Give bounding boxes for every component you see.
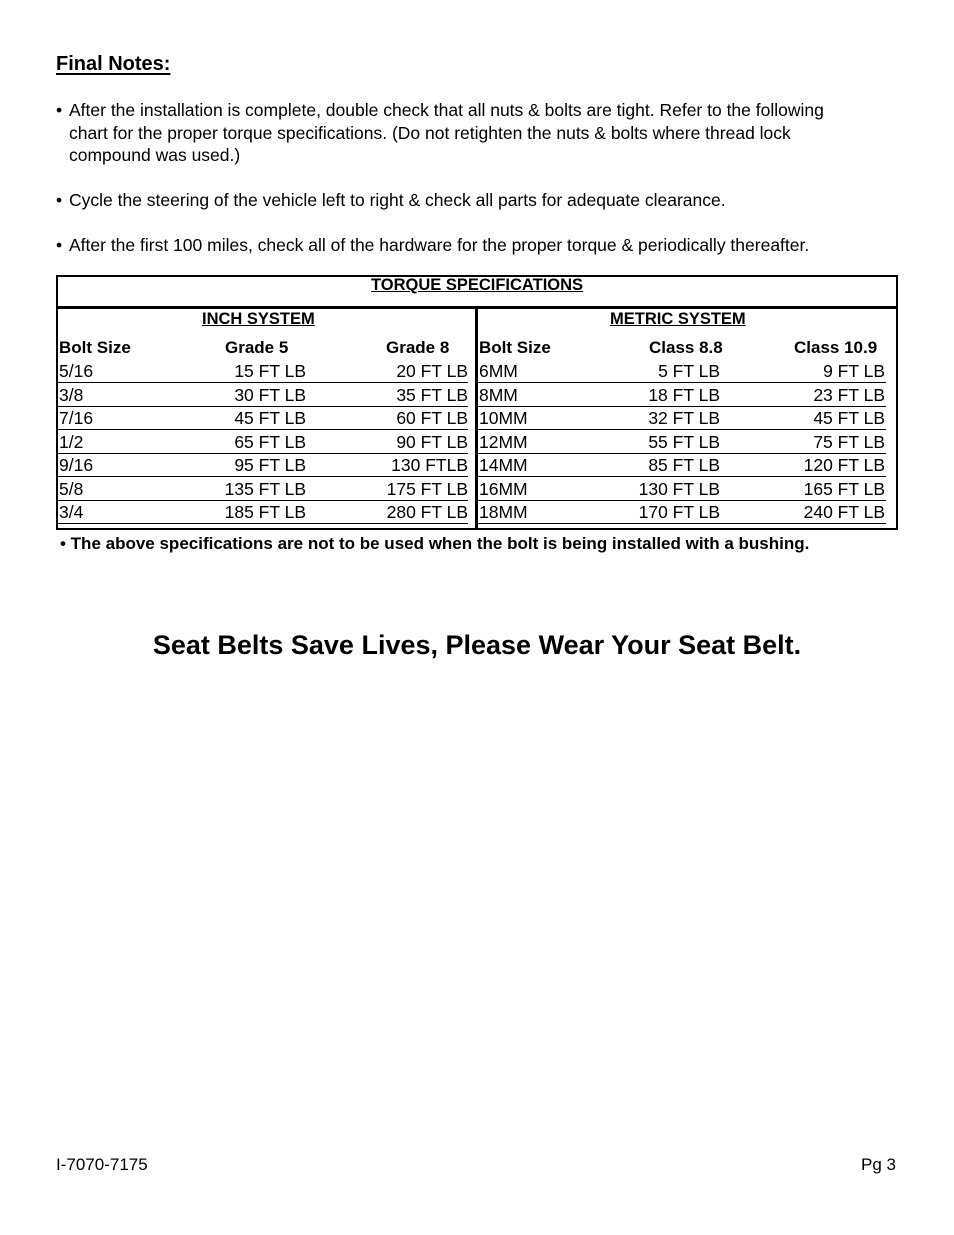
metric-value-a-cell: 55 FT LB bbox=[648, 431, 720, 452]
inch-row-underline bbox=[58, 500, 468, 501]
inch-value-a-cell: 30 FT LB bbox=[234, 384, 306, 405]
inch-bolt-size-cell: 3/4 bbox=[59, 502, 84, 522]
metric-bolt-size-cell: 8MM bbox=[479, 384, 518, 405]
metric-value-a-cell: 85 FT LB bbox=[648, 455, 720, 475]
metric-bolt-size-cell: 16MM bbox=[479, 478, 528, 499]
inch-system-label: INCH SYSTEM bbox=[202, 310, 315, 328]
inch-value-a-cell: 15 FT LB bbox=[234, 361, 306, 381]
inch-row-underline bbox=[58, 429, 468, 430]
bullet-line: chart for the proper torque specifications. (Do not retighten the nuts & bolts where thread lock bbox=[69, 122, 791, 143]
page-number: Pg 3 bbox=[861, 1155, 896, 1174]
metric-header-class-10-9: Class 10.9 bbox=[794, 338, 878, 357]
metric-bolt-size-cell: 18MM bbox=[479, 502, 528, 522]
bullet-line: After the installation is complete, double check that all nuts & bolts are tight. Refer to the following bbox=[69, 100, 824, 120]
metric-value-b-cell: 9 FT LB bbox=[823, 361, 885, 381]
inch-row-underline bbox=[58, 453, 468, 454]
inch-bolt-size-cell: 5/16 bbox=[59, 361, 94, 381]
inch-row-underline bbox=[58, 476, 468, 477]
inch-bolt-size-cell: 9/16 bbox=[59, 455, 94, 475]
metric-value-a-cell: 130 FT LB bbox=[638, 478, 720, 499]
inch-value-b-cell: 20 FT LB bbox=[396, 361, 468, 381]
bullet-mark: • bbox=[56, 235, 63, 255]
metric-value-a-cell: 18 FT LB bbox=[648, 384, 720, 405]
seat-belt-slogan: Seat Belts Save Lives, Please Wear Your Seat Belt. bbox=[152, 630, 802, 660]
system-divider bbox=[475, 309, 478, 530]
inch-row-underline bbox=[58, 523, 468, 524]
inch-value-b-cell: 90 FT LB bbox=[396, 431, 468, 452]
table-border-left bbox=[56, 275, 58, 530]
table-border-right bbox=[896, 275, 898, 530]
metric-row-underline bbox=[478, 429, 886, 430]
bullet-line: Cycle the steering of the vehicle left to right & check all parts for adequate clearance. bbox=[69, 190, 726, 210]
inch-row-underline bbox=[58, 382, 468, 383]
inch-value-b-cell: 35 FT LB bbox=[396, 384, 468, 405]
table-title: TORQUE SPECIFICATIONS bbox=[370, 276, 584, 294]
inch-value-a-cell: 95 FT LB bbox=[234, 455, 306, 475]
inch-value-b-cell: 280 FT LB bbox=[386, 502, 468, 522]
bullet-mark: • bbox=[56, 190, 63, 210]
metric-value-b-cell: 165 FT LB bbox=[803, 478, 885, 499]
metric-row-underline bbox=[478, 476, 886, 477]
inch-value-b-cell: 130 FTLB bbox=[391, 455, 468, 475]
metric-value-b-cell: 23 FT LB bbox=[813, 384, 885, 405]
metric-bolt-size-cell: 12MM bbox=[479, 431, 528, 452]
inch-value-a-cell: 65 FT LB bbox=[234, 431, 306, 452]
inch-value-a-cell: 45 FT LB bbox=[234, 408, 306, 428]
inch-bolt-size-cell: 5/8 bbox=[59, 478, 84, 499]
bullet-line: After the first 100 miles, check all of the hardware for the proper torque & periodically thereafter. bbox=[69, 235, 810, 255]
metric-value-a-cell: 170 FT LB bbox=[638, 502, 720, 522]
metric-row-underline bbox=[478, 500, 886, 501]
bushing-note: • The above specifications are not to be used when the bolt is being installed with a bushing. bbox=[60, 534, 810, 553]
metric-value-b-cell: 45 FT LB bbox=[813, 408, 885, 428]
metric-header-bolt-size: Bolt Size bbox=[479, 338, 551, 357]
metric-header-class-8-8: Class 8.8 bbox=[649, 338, 723, 357]
inch-value-a-cell: 185 FT LB bbox=[224, 502, 306, 522]
inch-bolt-size-cell: 3/8 bbox=[59, 384, 84, 405]
bullet-steering bbox=[56, 189, 906, 212]
inch-header-grade-8: Grade 8 bbox=[386, 338, 450, 357]
torque-table bbox=[56, 275, 898, 530]
metric-row-underline bbox=[478, 382, 886, 383]
inch-row-underline bbox=[58, 406, 468, 407]
inch-header-grade-5: Grade 5 bbox=[225, 338, 289, 357]
bullet-first-100-miles bbox=[56, 234, 906, 257]
inch-bolt-size-cell: 7/16 bbox=[59, 408, 94, 428]
inch-value-a-cell: 135 FT LB bbox=[224, 478, 306, 499]
metric-system-label: METRIC SYSTEM bbox=[610, 310, 746, 328]
section-heading: Final Notes: bbox=[56, 53, 171, 75]
metric-value-a-cell: 5 FT LB bbox=[658, 361, 720, 381]
metric-value-b-cell: 75 FT LB bbox=[813, 431, 885, 452]
bullet-line: compound was used.) bbox=[69, 145, 241, 165]
inch-value-b-cell: 175 FT LB bbox=[386, 478, 468, 499]
metric-value-b-cell: 240 FT LB bbox=[803, 502, 885, 522]
document-id: I-7070-7175 bbox=[56, 1155, 148, 1174]
metric-bolt-size-cell: 14MM bbox=[479, 455, 528, 475]
bullet-torque-check bbox=[56, 99, 906, 167]
metric-row-underline bbox=[478, 453, 886, 454]
metric-value-a-cell: 32 FT LB bbox=[648, 408, 720, 428]
inch-header-bolt-size: Bolt Size bbox=[59, 338, 131, 357]
metric-bolt-size-cell: 6MM bbox=[479, 361, 518, 381]
inch-bolt-size-cell: 1/2 bbox=[59, 431, 84, 452]
metric-bolt-size-cell: 10MM bbox=[479, 408, 528, 428]
metric-value-b-cell: 120 FT LB bbox=[803, 455, 885, 475]
metric-row-underline bbox=[478, 406, 886, 407]
metric-row-underline bbox=[478, 523, 886, 524]
bullet-mark: • bbox=[56, 100, 63, 120]
inch-value-b-cell: 60 FT LB bbox=[396, 408, 468, 428]
